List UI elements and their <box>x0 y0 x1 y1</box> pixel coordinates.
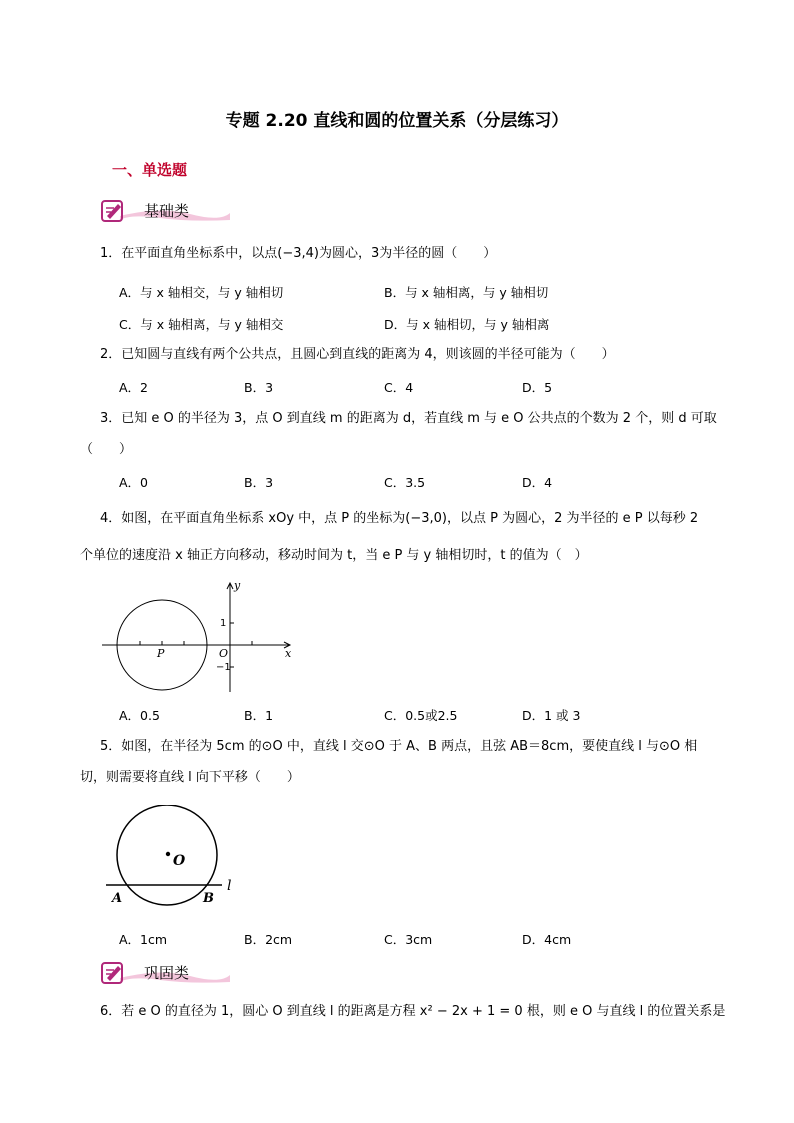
question-5-stem-line1: 5．如图，在半径为 5cm 的⊙O 中，直线 l 交⊙O 于 A、B 两点，且弦 AB＝8cm，要使直线 l 与⊙O 相 <box>100 739 698 754</box>
q2-option-c: C．4 <box>384 380 414 395</box>
q2-option-a: A．2 <box>119 380 149 395</box>
question-2-stem: 2．已知圆与直线有两个公共点，且圆心到直线的距离为 4，则该圆的半径可能为（ ） <box>100 347 615 362</box>
category-consolidate <box>100 960 240 986</box>
category-basic <box>100 198 240 224</box>
section-heading: 一、单选题 <box>112 161 188 179</box>
q2-option-b: B．3 <box>244 380 274 395</box>
category-label: 基础类 <box>144 202 190 220</box>
q5-option-a: A．1cm <box>119 932 168 947</box>
q4-coordinate-figure <box>100 575 300 695</box>
point-p-label: P <box>157 647 165 660</box>
q4-option-c: C．0.5或2.5 <box>384 708 458 723</box>
q1-option-b: B．与 x 轴相离，与 y 轴相切 <box>384 285 549 300</box>
q2-option-d: D．5 <box>522 380 553 395</box>
q3-option-b: B．3 <box>244 475 274 490</box>
scroll-pen-icon <box>100 198 130 224</box>
page-title: 专题 2.20 直线和圆的位置关系（分层练习） <box>225 111 569 131</box>
q5-option-c: C．3cm <box>384 932 433 947</box>
q1-option-c: C．与 x 轴相离，与 y 轴相交 <box>119 317 284 332</box>
question-5-stem-line2: 切，则需要将直线 l 向下平移（ ） <box>80 770 300 785</box>
origin-label: O <box>219 647 229 660</box>
q3-option-c: C．3.5 <box>384 475 426 490</box>
line-l-label: l <box>227 878 232 894</box>
question-3-stem-line1: 3．已知 e O 的半径为 3，点 O 到直线 m 的距离为 d，若直线 m 与 e O 公共点的个数为 2 个，则 d 可取 <box>100 411 717 426</box>
question-1-stem: 1．在平面直角坐标系中，以点(−3,4)为圆心，3为半径的圆（ ） <box>100 246 497 261</box>
tick-label-1: 1 <box>220 618 227 629</box>
q1-option-a: A．与 x 轴相交，与 y 轴相切 <box>119 285 284 300</box>
q3-option-a: A．0 <box>119 475 149 490</box>
question-4-stem-line1: 4．如图，在平面直角坐标系 xOy 中，点 P 的坐标为(−3,0)，以点 P 为圆心，2 为半径的 e P 以每秒 2 <box>100 511 699 526</box>
category-label: 巩固类 <box>144 964 190 982</box>
tick-label-neg1: −1 <box>216 662 231 673</box>
q1-option-d: D．与 x 轴相切，与 y 轴相离 <box>384 317 550 332</box>
q5-circle-figure <box>104 805 244 907</box>
q4-option-b: B．1 <box>244 708 274 723</box>
q3-option-d: D．4 <box>522 475 553 490</box>
x-axis-label: x <box>285 647 292 660</box>
point-b-label: B <box>203 891 214 906</box>
question-4-stem-line2: 个单位的速度沿 x 轴正方向移动，移动时间为 t，当 e P 与 y 轴相切时，t 的值为（ ） <box>80 548 588 563</box>
question-6-stem: 6．若 e O 的直径为 1，圆心 O 到直线 l 的距离是方程 x² − 2x + 1 = 0 根，则 e O 与直线 l 的位置关系是 <box>100 1004 726 1019</box>
point-a-label: A <box>112 891 123 906</box>
scroll-pen-icon <box>100 960 130 986</box>
question-3-stem-line2: （ ） <box>80 442 133 457</box>
y-axis-label: y <box>234 579 241 592</box>
q5-option-d: D．4cm <box>522 932 572 947</box>
q4-option-d: D．1 或 3 <box>522 708 581 723</box>
q5-option-b: B．2cm <box>244 932 293 947</box>
center-o-label: O <box>173 853 186 869</box>
center-point <box>166 852 170 856</box>
q4-option-a: A．0.5 <box>119 708 160 723</box>
